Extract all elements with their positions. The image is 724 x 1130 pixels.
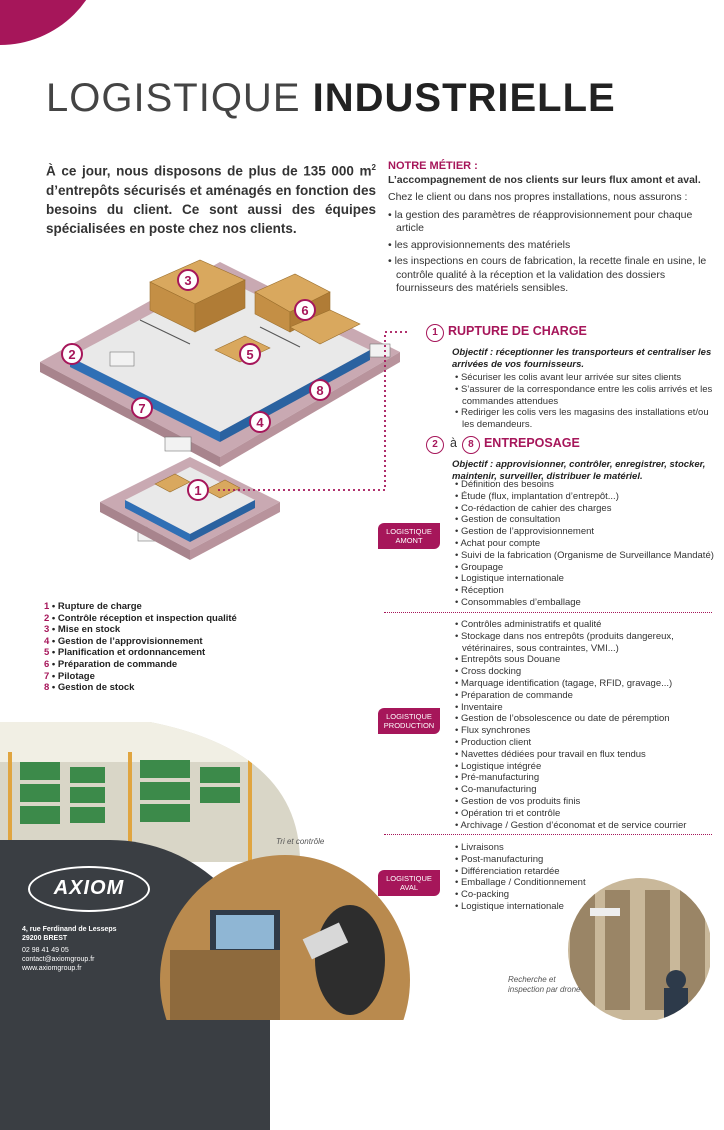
marker-5 [240, 344, 260, 364]
amont-item: • Gestion de consultation [455, 514, 561, 526]
intro-paragraph [46, 158, 376, 238]
amont-list [452, 479, 718, 609]
metier-subheading: L’accompagnement de nos clients sur leurs flux amont et aval. [388, 173, 701, 186]
metier-item: • les approvisionnements des matériels [388, 238, 571, 251]
svg-text:2: 2 [68, 347, 76, 362]
production-item: • Pré-manufacturing [455, 772, 540, 784]
rupture-num: 1 [426, 324, 444, 342]
svg-text:3: 3 [184, 273, 192, 288]
amont-item: • Définition des besoins [455, 479, 554, 490]
title-light: LOGISTIQUE [46, 76, 313, 120]
entreposage-objective: Objectif : approvisionner, contrôler, enregistrer, stocker, maintenir, surveiller, distribuer le matériel. [452, 459, 706, 482]
amont-item: • Co-rédaction de cahier des charges [455, 502, 612, 514]
address-line1: 4, rue Ferdinand de Lesseps [22, 926, 117, 933]
metier-list [388, 209, 708, 296]
production-item: • Gestion de vos produits finis [455, 795, 581, 807]
tag-amont-line1: LOGISTIQUE [386, 527, 432, 536]
legend-item: 2 • Contrôle réception et inspection qualité [44, 612, 237, 624]
production-item: • Gestion de l’obsolescence ou date de péremption [455, 713, 670, 725]
axiom-logo: AXIOM [28, 866, 150, 912]
intro-sup: 2 [371, 163, 376, 172]
production-list [452, 619, 718, 831]
legend-item: 8 • Gestion de stock [44, 682, 135, 694]
intro-text-after: d’entrepôts sécurisés et aménagés en fonction des besoins du client. Ce sont aussi des équipes spécialisées en poste chez nos clients. [46, 182, 376, 236]
address-line2: 29200 BREST [22, 935, 68, 942]
intro-text-before: À ce jour, nous disposons de plus de 135 000 m [46, 163, 372, 179]
marker-6 [295, 300, 315, 320]
marker-2 [62, 344, 82, 364]
caption-tri: Tri et contrôle [276, 837, 325, 846]
page-title [46, 76, 616, 121]
svg-text:8: 8 [316, 383, 324, 398]
marker-7 [132, 398, 152, 418]
caption-drone-line2: inspection par drone [508, 985, 581, 994]
production-item: • Inventaire [455, 701, 503, 713]
divider [384, 834, 712, 835]
production-item: • Opération tri et contrôle [455, 807, 561, 819]
drone-photo [560, 870, 710, 1020]
marker-3 [178, 270, 198, 290]
metier-heading: NOTRE MÉTIER : [388, 160, 478, 172]
marker-8 [310, 380, 330, 400]
entreposage-section [426, 436, 720, 482]
aval-item: • Emballage / Conditionnement [455, 877, 586, 889]
production-item: • Entrepôts sous Douane [455, 654, 561, 666]
tag-production-line1: LOGISTIQUE [386, 712, 432, 721]
aval-item: • Co-packing [455, 889, 510, 901]
metier-item: • les inspections en cours de fabrication, la recette finale en usine, le contrôle qualité à la réception et la validation des dossiers fournisseurs des matériels sensibles. [388, 255, 707, 294]
metier-item: • la gestion des paramètres de réapprovisionnement pour chaque article [388, 208, 693, 234]
entreposage-heading [426, 436, 720, 454]
tag-production [378, 708, 440, 734]
metier-block [388, 160, 708, 299]
marker-4 [250, 412, 270, 432]
legend-item: 4 • Gestion de l’approvisionnement [44, 635, 203, 647]
legend-item: 5 • Planification et ordonnancement [44, 647, 206, 659]
aval-item: • Logistique internationale [455, 900, 564, 912]
production-item: • Co-manufacturing [455, 784, 537, 796]
legend-item: 3 • Mise en stock [44, 624, 121, 636]
production-item: • Préparation de commande [455, 689, 573, 701]
production-item: • Contrôles administratifs et qualité [455, 619, 602, 630]
production-item: • Stockage dans nos entrepôts (produits dangereux, vétérinaires, sous contraintes, VMI...) [455, 630, 674, 654]
rupture-item: • Sécuriser les colis avant leur arrivée sur sites clients [455, 372, 682, 383]
footer-website[interactable]: www.axiomgroup.fr [22, 965, 82, 972]
rupture-item: • S’assurer de la correspondance entre les colis arrivés et les commandes attendues [455, 383, 713, 407]
corner-decoration [0, 0, 105, 45]
production-item: • Navettes dédiées pour travail en flux tendus [455, 748, 646, 760]
marker-1 [188, 480, 208, 500]
production-item: • Marquage identification (tagage, RFID, gravage...) [455, 677, 673, 689]
svg-text:7: 7 [138, 401, 146, 416]
amont-item: • Groupage [455, 561, 504, 573]
footer-email[interactable]: contact@axiomgroup.fr [22, 956, 95, 963]
amont-item: • Réception [455, 585, 504, 597]
svg-text:5: 5 [246, 347, 254, 362]
legend-item: 6 • Préparation de commande [44, 658, 178, 670]
tag-production-line2: PRODUCTION [383, 721, 435, 730]
svg-text:4: 4 [256, 415, 264, 430]
tag-amont-line2: AMONT [395, 536, 423, 545]
production-item: • Archivage / Gestion d’économat et de service courrier [455, 819, 687, 831]
production-item: • Cross docking [455, 666, 522, 678]
legend-item: 1 • Rupture de charge [44, 601, 142, 612]
amont-item: • Gestion de l’approvisionnement [455, 526, 595, 538]
tag-aval-line2: AVAL [399, 883, 419, 892]
scanner-photo [150, 850, 420, 1020]
rupture-title: RUPTURE DE CHARGE [448, 324, 587, 338]
entreposage-num-to: 8 [462, 436, 480, 454]
footer-address [22, 925, 117, 973]
aval-item: • Livraisons [455, 842, 504, 853]
aval-item: • Post-manufacturing [455, 853, 544, 865]
amont-item: • Étude (flux, implantation d’entrepôt...) [455, 490, 619, 502]
svg-text:6: 6 [301, 303, 309, 318]
production-item: • Production client [455, 736, 532, 748]
production-item: • Logistique intégrée [455, 760, 542, 772]
metier-lead: Chez le client ou dans nos propres installations, nous assurons : [388, 191, 688, 203]
divider [384, 612, 712, 613]
amont-item: • Logistique internationale [455, 573, 564, 585]
entreposage-title: ENTREPOSAGE [483, 436, 580, 450]
rupture-heading [426, 324, 716, 342]
amont-item: • Suivi de la fabrication (Organisme de Surveillance Mandaté) [455, 549, 714, 561]
production-item: • Flux synchrones [455, 725, 531, 737]
rupture-objective: Objectif : réceptionner les transporteurs et centraliser les arrivées de vos fournisseurs. [452, 347, 712, 370]
warehouse-illustration [30, 232, 410, 612]
rupture-section [426, 324, 716, 431]
tag-aval-line1: LOGISTIQUE [386, 874, 432, 883]
legend [44, 601, 237, 694]
caption-drone [508, 975, 581, 995]
tag-amont [378, 523, 440, 549]
title-bold: INDUSTRIELLE [312, 76, 616, 120]
amont-item: • Consommables d’emballage [455, 596, 581, 608]
rupture-item: • Rediriger les colis vers les magasins des installations et/ou les demandeurs. [455, 407, 709, 431]
legend-item: 7 • Pilotage [44, 670, 95, 682]
rupture-list [452, 372, 716, 431]
entreposage-num-from: 2 [426, 436, 444, 454]
caption-drone-line1: Recherche et [508, 975, 556, 984]
svg-text:1: 1 [194, 483, 202, 498]
aval-item: • Différenciation retardée [455, 865, 560, 877]
amont-item: • Achat pour compte [455, 537, 541, 549]
footer-phone: 02 98 41 49 05 [22, 947, 69, 954]
entreposage-sep: à [450, 436, 457, 450]
